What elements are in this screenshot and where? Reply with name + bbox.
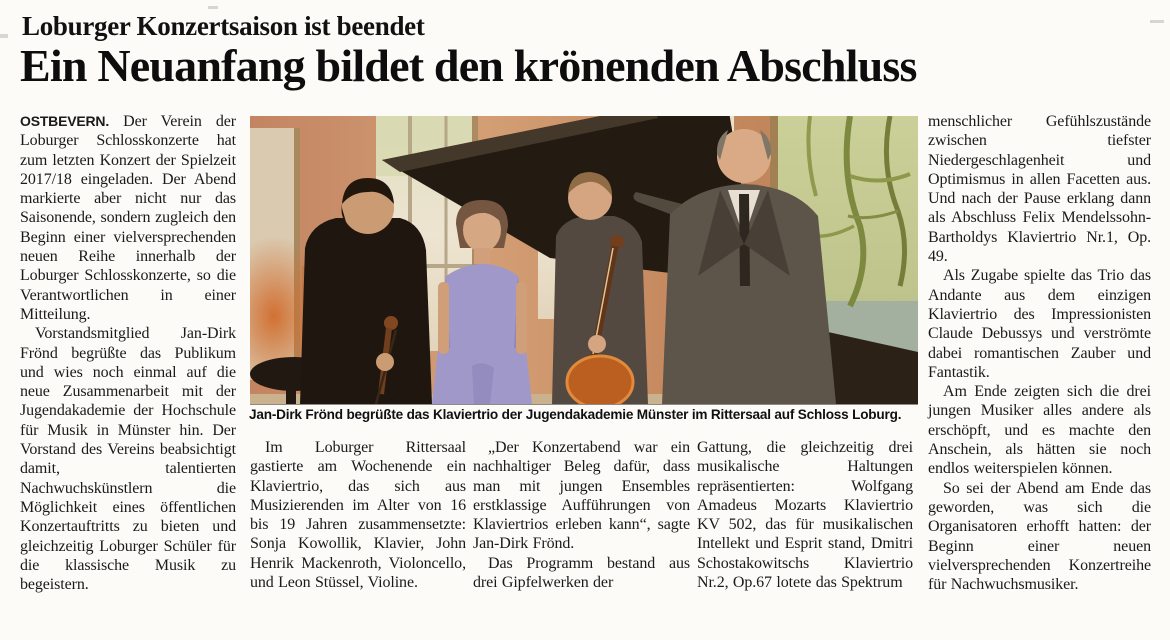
paragraph: Das Programm bestand aus drei Gipfelwerken der [473, 554, 690, 592]
photo-illustration [250, 116, 918, 404]
scan-artifact [1150, 20, 1164, 23]
paragraph: Im Loburger Rittersaal gastierte am Wochenende ein Klaviertrio, das sich aus Musizierenden im Alter von 16 bis 19 Jahren zusammensetzte: Sonja Kowollik, Klavier, John Henrik Mackenroth, Violoncello, und Leon Stüssel, Violine. [250, 439, 466, 592]
scan-artifact [208, 6, 218, 9]
headline: Ein Neuanfang bildet den krönenden Abschluss [20, 40, 917, 91]
paragraph: So sei der Abend am Ende das geworden, was sich die Organisatoren erhofft hatten: der Beginn einer neuen vielversprechenden Konzertreihe für Nachwuchsmusiker. [928, 479, 1151, 594]
paragraph: „Der Konzertabend war ein nachhaltiger Beleg dafür, dass man mit jungen Ensembles erstklassige Aufführungen von Klaviertrios erleben kann“, sagte Jan-Dirk Frönd. [473, 439, 690, 553]
photo-tint [250, 116, 918, 404]
column-4 [697, 438, 913, 634]
column-5 [928, 112, 1151, 634]
column-3 [473, 438, 690, 634]
article-photo [250, 116, 918, 405]
paragraph-text: Der Verein der Loburger Schlosskonzerte hat zum letzten Konzert der Spielzeit 2017/18 eingeladen. Der Abend markierte aber nicht nur das Saisonende, sondern zugleich den Beginn einer vielversprechenden neuen Reihe innerhalb der Loburger Schlosskonzerte, so die Verantwortlichen in einer Mitteilung. [20, 113, 237, 323]
column-2 [250, 438, 466, 634]
scan-artifact [0, 34, 8, 38]
kicker: Loburger Konzertsaison ist beendet [22, 11, 425, 41]
paragraph [20, 112, 236, 324]
column-1 [20, 112, 236, 634]
paragraph: Am Ende zeigten sich die drei jungen Musiker alles andere als erschöpft, und es machte den Anschein, als hätten sie noch endlos weiterspielen können. [928, 383, 1151, 478]
dateline: OSTBEVERN. [20, 113, 110, 129]
paragraph: Vorstandsmitglied Jan-Dirk Frönd begrüßte das Publikum und wies noch einmal auf die neue Zusammenarbeit mit der Jugendakademie der Hochschule für Musik in Münster hin. Der Vorstand des Vereins beabsichtigt damit, talentierten Nachwuchskünstlern die Möglichkeit eines öffentlichen Konzertauftritts zu bieten und gleichzeitig Loburger Schüler für die klassische Musik zu begeistern. [20, 325, 236, 594]
paragraph: Gattung, die gleichzeitig drei musikalische Haltungen repräsentierten: Wolfgang Amadeus Mozarts Klaviertrio KV 502, das für musikalischen Intellekt und Esprit stand, Dmitri Schostakowitschs Klaviertrio Nr.2, Op.67 lotete das Spektrum [697, 439, 913, 592]
photo-caption: Jan-Dirk Frönd begrüßte das Klaviertrio der Jugendakademie Münster im Rittersaal auf Schloss Loburg. [249, 407, 902, 422]
paragraph: Als Zugabe spielte das Trio das Andante aus dem einzigen Klaviertrio des Impressionisten Claude Debussys und verströmte dabei romantischen Zauber und Fantastik. [928, 267, 1151, 381]
paragraph: menschlicher Gefühlszustände zwischen tiefster Niedergeschlagenheit und Optimismus in allen Facetten aus. Und nach der Pause erklang dann als Abschluss Felix Mendelssohn-Bartholdys Klaviertrio Nr.1, Op. 49. [928, 113, 1151, 266]
